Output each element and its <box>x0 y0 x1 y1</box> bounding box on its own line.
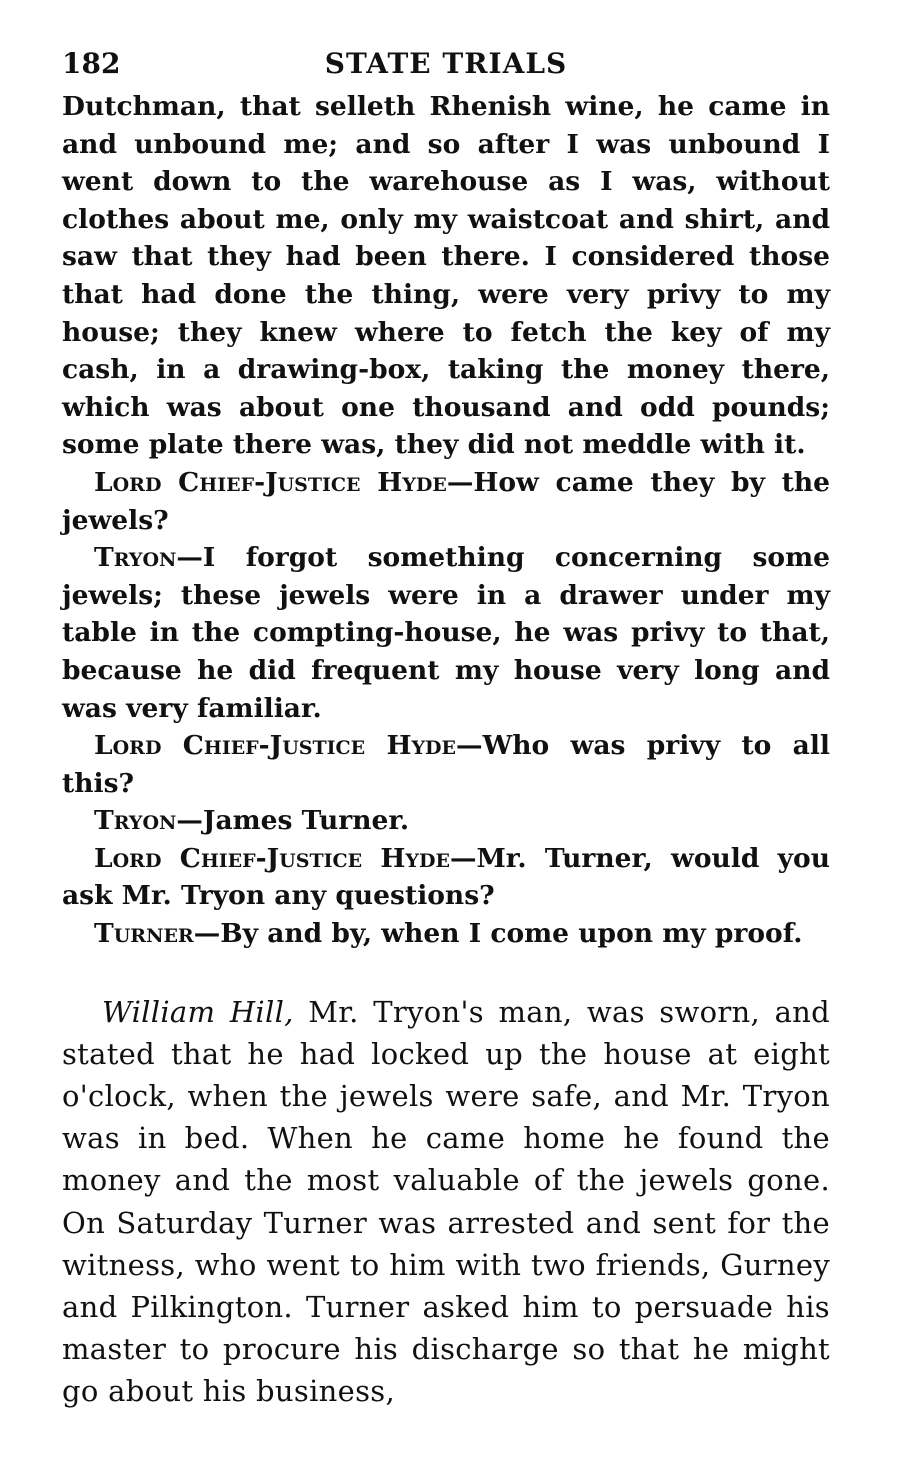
speaker-name: Tryon <box>94 805 177 837</box>
speech-text: —How came they by the jewels? <box>62 466 830 536</box>
speech-text: —Mr. Turner, would you ask Mr. Tryon any questions? <box>62 842 830 912</box>
speaker-name: Lord Chief-Justice Hyde <box>94 842 450 874</box>
summary-paragraph <box>62 991 830 1413</box>
book-page <box>62 40 830 1442</box>
witness-name: William Hill, <box>102 994 294 1029</box>
exchange-4 <box>62 802 830 840</box>
speaker-name: Lord Chief-Justice Hyde <box>94 730 457 762</box>
testimony-paragraph: Dutchman, that selleth Rhenish wine, he came in and unbound me; and so after I was unbound I went down to the warehouse as I was, without clothes about me, only my waistcoat and shirt, and saw that they had been there. I considered those that had done the thing, were very privy to my house; they knew where to fetch the key of my cash, in a drawing-box, taking the money there, which was about one thousand and odd pounds; some plate there was, they did not meddle with it. <box>62 91 830 461</box>
speech-text: —James Turner. <box>176 805 410 837</box>
exchange-5 <box>62 840 830 915</box>
speech-text: —Who was privy to all this? <box>62 730 830 799</box>
running-title: STATE TRIALS <box>324 47 568 80</box>
exchange-2 <box>62 539 830 727</box>
exchange-6 <box>62 915 830 953</box>
speaker-name: Lord Chief-Justice Hyde <box>94 466 447 498</box>
page-header <box>62 40 830 88</box>
exchange-1 <box>62 464 830 539</box>
speaker-name: Turner <box>94 918 194 950</box>
speech-text: —I forgot something concerning some jewels; these jewels were in a drawer under my table in the compting-house, he was privy to that, because he did frequent my house very long and was very familiar. <box>62 542 830 724</box>
speech-text: —By and by, when I come upon my proof. <box>193 918 803 950</box>
exchange-3 <box>62 727 830 802</box>
page-number: 182 <box>62 47 121 80</box>
summary-text: Mr. Tryon's man, was sworn, and stated that he had locked up the house at eight o'clock, when the jewels were safe, and Mr. Tryon was in bed. When he came home he found the money and the most valuable of the jewels gone. On Saturday Turner was arrested and sent for the witness, who went to him with two friends, Gurney and Pilkington. Turner asked him to persuade his master to procure his discharge so that he might go about his business, <box>62 994 831 1409</box>
speaker-name: Tryon <box>94 542 177 574</box>
